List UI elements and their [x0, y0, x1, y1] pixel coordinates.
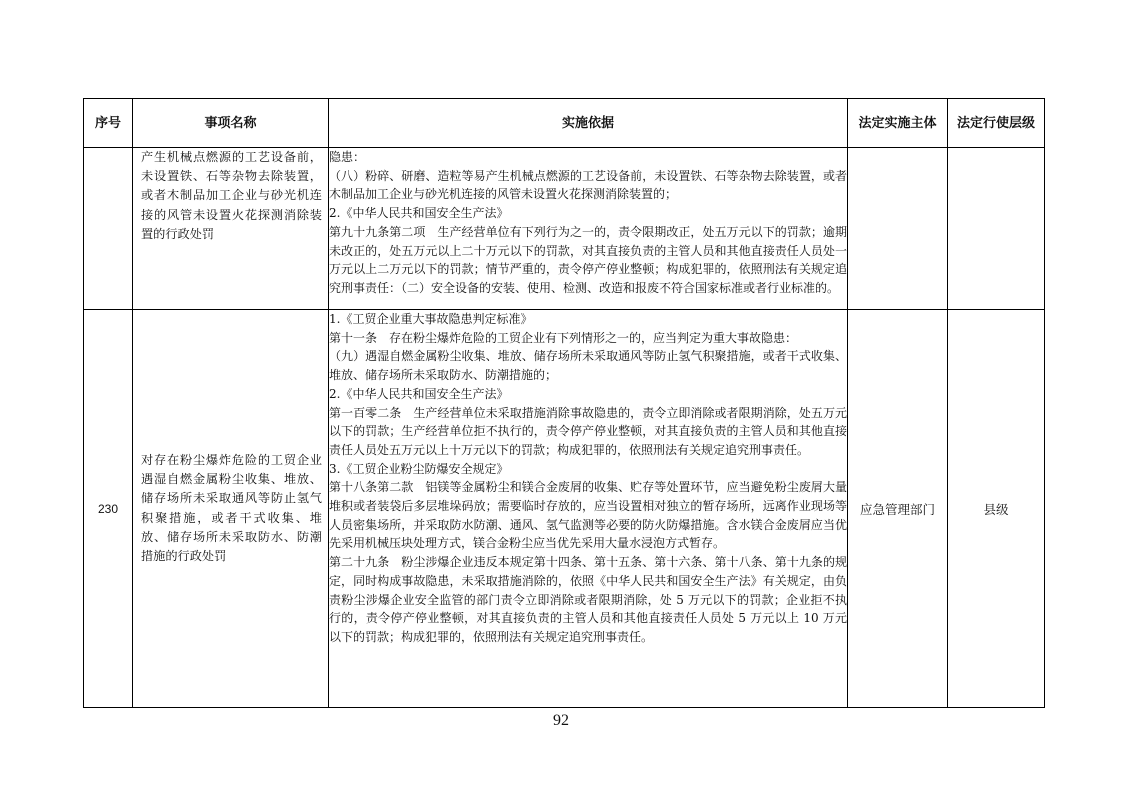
row2-basis-line: 第十八条第二款 铝镁等金属粉尘和镁合金废屑的收集、贮存等处置环节，应当避免粉尘废屑大量堆积或者装袋后多层堆垛码放；需要临时存放的，应当设置相对独立的暂存场所，远离作业现场等人员密集场所，并采取防水防潮、通风、氢气监测等必要的防火防爆措施。含水镁合金废屑应当优先采用机械压块处理方式，镁合金粉尘应当优先采用大量水浸泡方式暂存。 — [329, 480, 847, 551]
row1-subject-cell — [848, 148, 948, 310]
row1-item-name: 产生机械点燃源的工艺设备前，未设置铁、石等杂物去除装置，或者木制品加工企业与砂光机连接的风管未设置火花探测消除装置的行政处罚 — [141, 150, 322, 241]
header-subject: 法定实施主体 — [848, 99, 948, 148]
administrative-penalty-table — [83, 98, 1045, 708]
row2-subject: 应急管理部门 — [848, 310, 948, 708]
row2-basis-cell — [329, 310, 848, 708]
row2-basis-line: 3.《工贸企业粉尘防爆安全规定》 — [329, 461, 509, 476]
row2-item-name: 对存在粉尘爆炸危险的工贸企业遇湿自燃金属粉尘收集、堆放、储存场所未采取通风等防止氢气积聚措施，或者干式收集、堆放、储存场所未采取防水、防潮措施的行政处罚 — [141, 452, 322, 563]
row2-basis-line: 2.《中华人民共和国安全生产法》 — [329, 386, 509, 401]
table-header-row — [84, 99, 1045, 148]
row2-level: 县级 — [948, 310, 1045, 708]
row2-basis-line: 第十一条 存在粉尘爆炸危险的工贸企业有下列情形之一的，应当判定为重大事故隐患： — [329, 330, 798, 345]
row1-name-cell — [133, 148, 329, 310]
row1-basis-cell — [329, 148, 848, 310]
header-seq: 序号 — [84, 99, 133, 148]
row1-level-cell — [948, 148, 1045, 310]
table-row — [84, 310, 1045, 708]
row1-basis-line: 2.《中华人民共和国安全生产法》 — [329, 206, 509, 221]
row1-basis-line: 隐患： — [329, 150, 366, 164]
row2-basis-line: 1.《工贸企业重大事故隐患判定标准》 — [329, 312, 533, 326]
page-number: 92 — [553, 712, 569, 729]
header-basis: 实施依据 — [329, 99, 848, 148]
row2-seq: 230 — [84, 310, 133, 708]
row2-basis-line: （九）遇湿自燃金属粉尘收集、堆放、储存场所未采取通风等防止氢气积聚措施，或者干式收集、堆放、储存场所未采取防水、防潮措施的； — [329, 349, 847, 383]
header-level: 法定行使层级 — [948, 99, 1045, 148]
table-row — [84, 148, 1045, 310]
row2-basis-line: 第二十九条 粉尘涉爆企业违反本规定第十四条、第十五条、第十六条、第十八条、第十九条的规定，同时构成事故隐患，未采取措施消除的，依照《中华人民共和国安全生产法》有关规定，由负责粉尘涉爆企业安全监管的部门责令立即消除或者限期消除，处 5 万元以下的罚款；企业拒不执行的，责令停产停业整顿，对其直接负责的主管人员和其他直接责任人员处 5 万元以上 10 万元以下的罚款；构成犯罪的，依照刑法有关规定追究刑事责任。 — [329, 555, 847, 644]
row2-basis-line: 第一百零二条 生产经营单位未采取措施消除事故隐患的，责令立即消除或者限期消除，处五万元以下的罚款；生产经营单位拒不执行的，责令停产停业整顿，对其直接负责的主管人员和其他直接责任人员处五万元以上十万元以下的罚款；构成犯罪的，依照刑法有关规定追究刑事责任。 — [329, 405, 847, 457]
row1-seq-cell — [84, 148, 133, 310]
row1-basis-line: 第九十九条第二项 生产经营单位有下列行为之一的，责令限期改正，处五万元以下的罚款；逾期未改正的，处五万元以上二十万元以下的罚款，对其直接负责的主管人员和其他直接责任人员处一万元以上二万元以下的罚款；情节严重的，责令停产停业整顿；构成犯罪的，依照刑法有关规定追究刑事责任：（二）安全设备的安装、使用、检测、改造和报废不符合国家标准或者行业标准的。 — [329, 224, 847, 295]
header-item-name: 事项名称 — [133, 99, 329, 148]
row2-name-cell — [133, 310, 329, 708]
row1-basis-line: （八）粉碎、研磨、造粒等易产生机械点燃源的工艺设备前，未设置铁、石等杂物去除装置，或者木制品加工企业与砂光机连接的风管未设置火花探测消除装置的； — [329, 168, 847, 202]
